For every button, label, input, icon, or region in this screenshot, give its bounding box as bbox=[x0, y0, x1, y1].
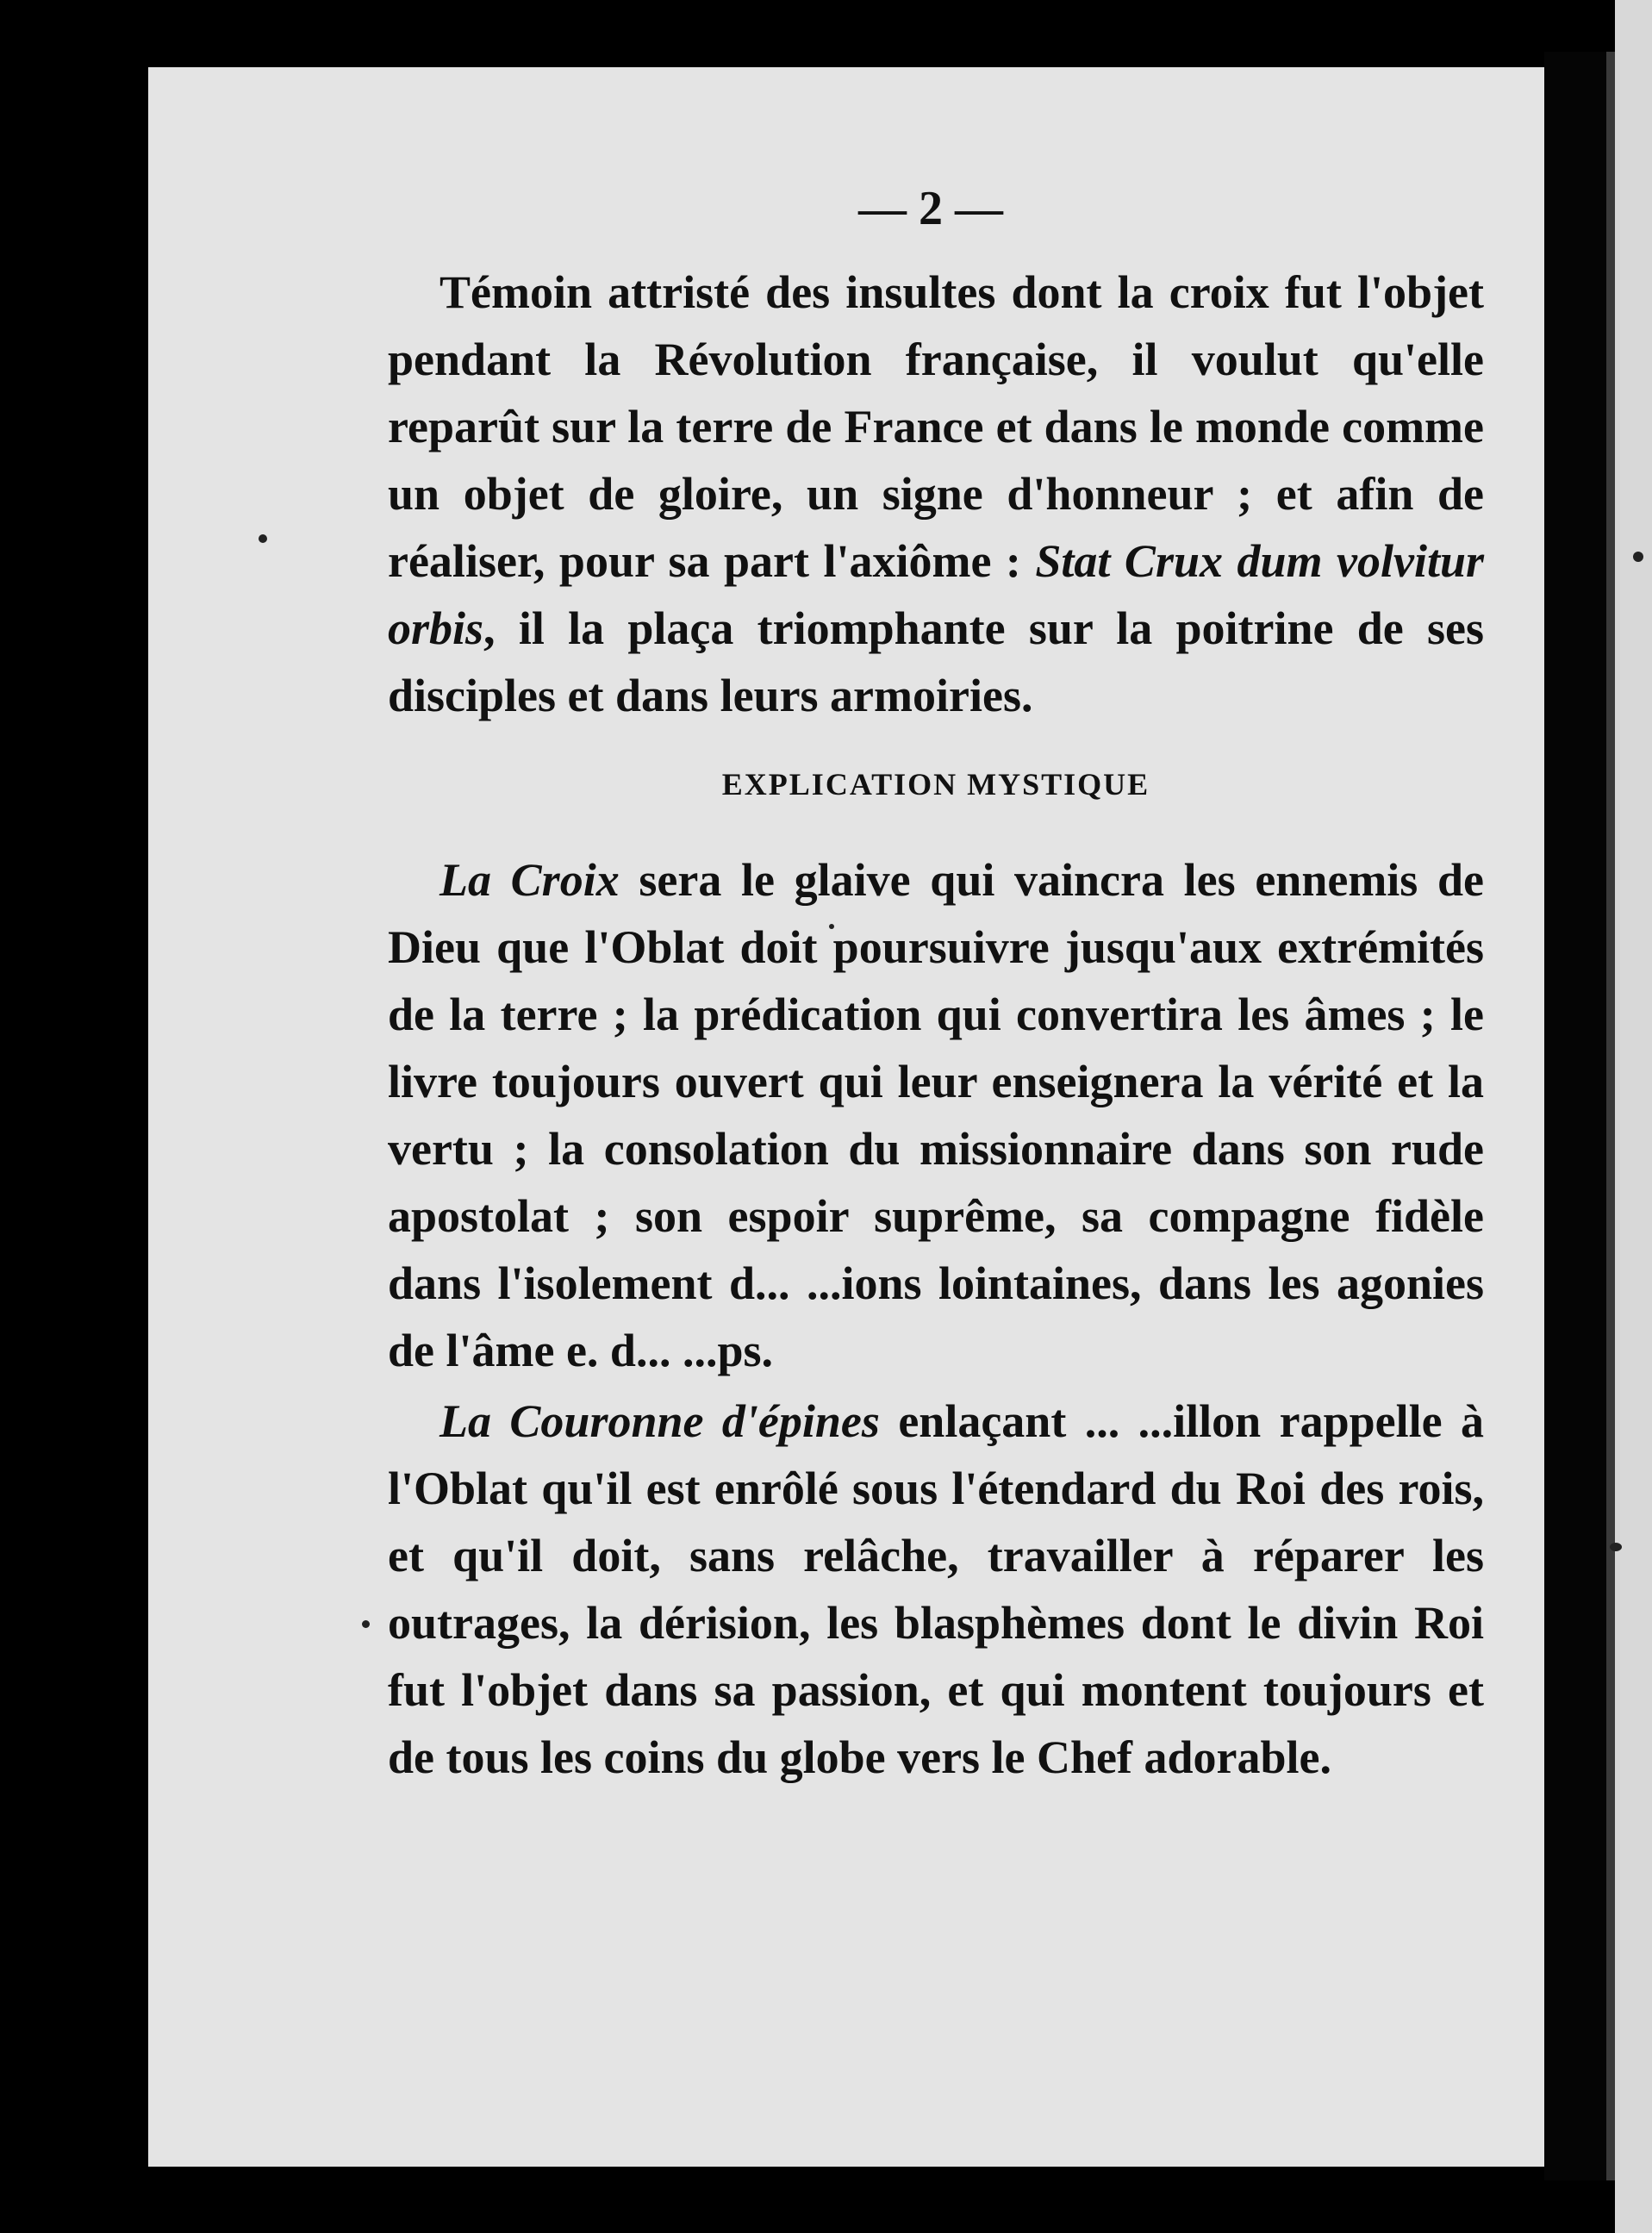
paragraph-intro bbox=[388, 259, 1484, 729]
page-number: — 2 — bbox=[858, 182, 1003, 235]
ink-speck bbox=[1610, 1543, 1622, 1551]
paragraph-croix bbox=[388, 846, 1484, 1384]
couronne-text: enlaçant ... ...illon rappelle à l'Oblat qu'il est enrôlé sous l'étendard du Roi des rois, et qu'il doit, sans relâche, travailler à réparer les outrages, la dérision, les blasphèmes dont le divin Roi fut l'objet dans sa passion, et qui montent toujours et de tous les coins du globe vers le Chef adorable. bbox=[388, 1395, 1484, 1783]
adjacent-page-edge bbox=[1615, 0, 1652, 2233]
intro-text-end: , il la plaça triomphante sur la poitrine de ses disciples et dans leurs armoiries. bbox=[388, 602, 1484, 721]
couronne-term: La Couronne d'épines bbox=[439, 1395, 880, 1447]
latin-motto: Stat Crux dum volvitur orbis bbox=[388, 535, 1484, 654]
croix-text: sera le glaive qui vaincra les ennemis de Dieu que l'Oblat doit poursuivre jusqu'aux extrémités de la terre ; la prédication qui convertira les âmes ; le livre toujours ouvert qui leur enseignera la vérité et la vertu ; la consolation du missionnaire dans son rude apostolat ; son espoir suprême, sa compagne fidèle dans l'isolement d... ...ions lointaines, dans les agonies de l'âme e. d... ...ps. bbox=[388, 854, 1484, 1376]
spine-edge bbox=[1606, 52, 1615, 2180]
book-spine bbox=[1544, 52, 1606, 2180]
ink-speck bbox=[1633, 552, 1643, 562]
paragraph-couronne bbox=[388, 1388, 1484, 1791]
intro-text: Témoin attristé des insultes dont la croix fut l'objet pendant la Révolution française, il voulut qu'elle reparût sur la terre de France et dans le monde comme un objet de gloire, un signe d'honneur ; et afin de réaliser, pour sa part l'axiôme : bbox=[388, 266, 1484, 587]
body-text bbox=[388, 259, 1484, 1791]
section-heading: EXPLICATION MYSTIQUE bbox=[721, 767, 1150, 802]
croix-term: La Croix bbox=[439, 854, 620, 906]
ink-speck bbox=[362, 1620, 370, 1628]
ink-speck bbox=[259, 534, 267, 543]
